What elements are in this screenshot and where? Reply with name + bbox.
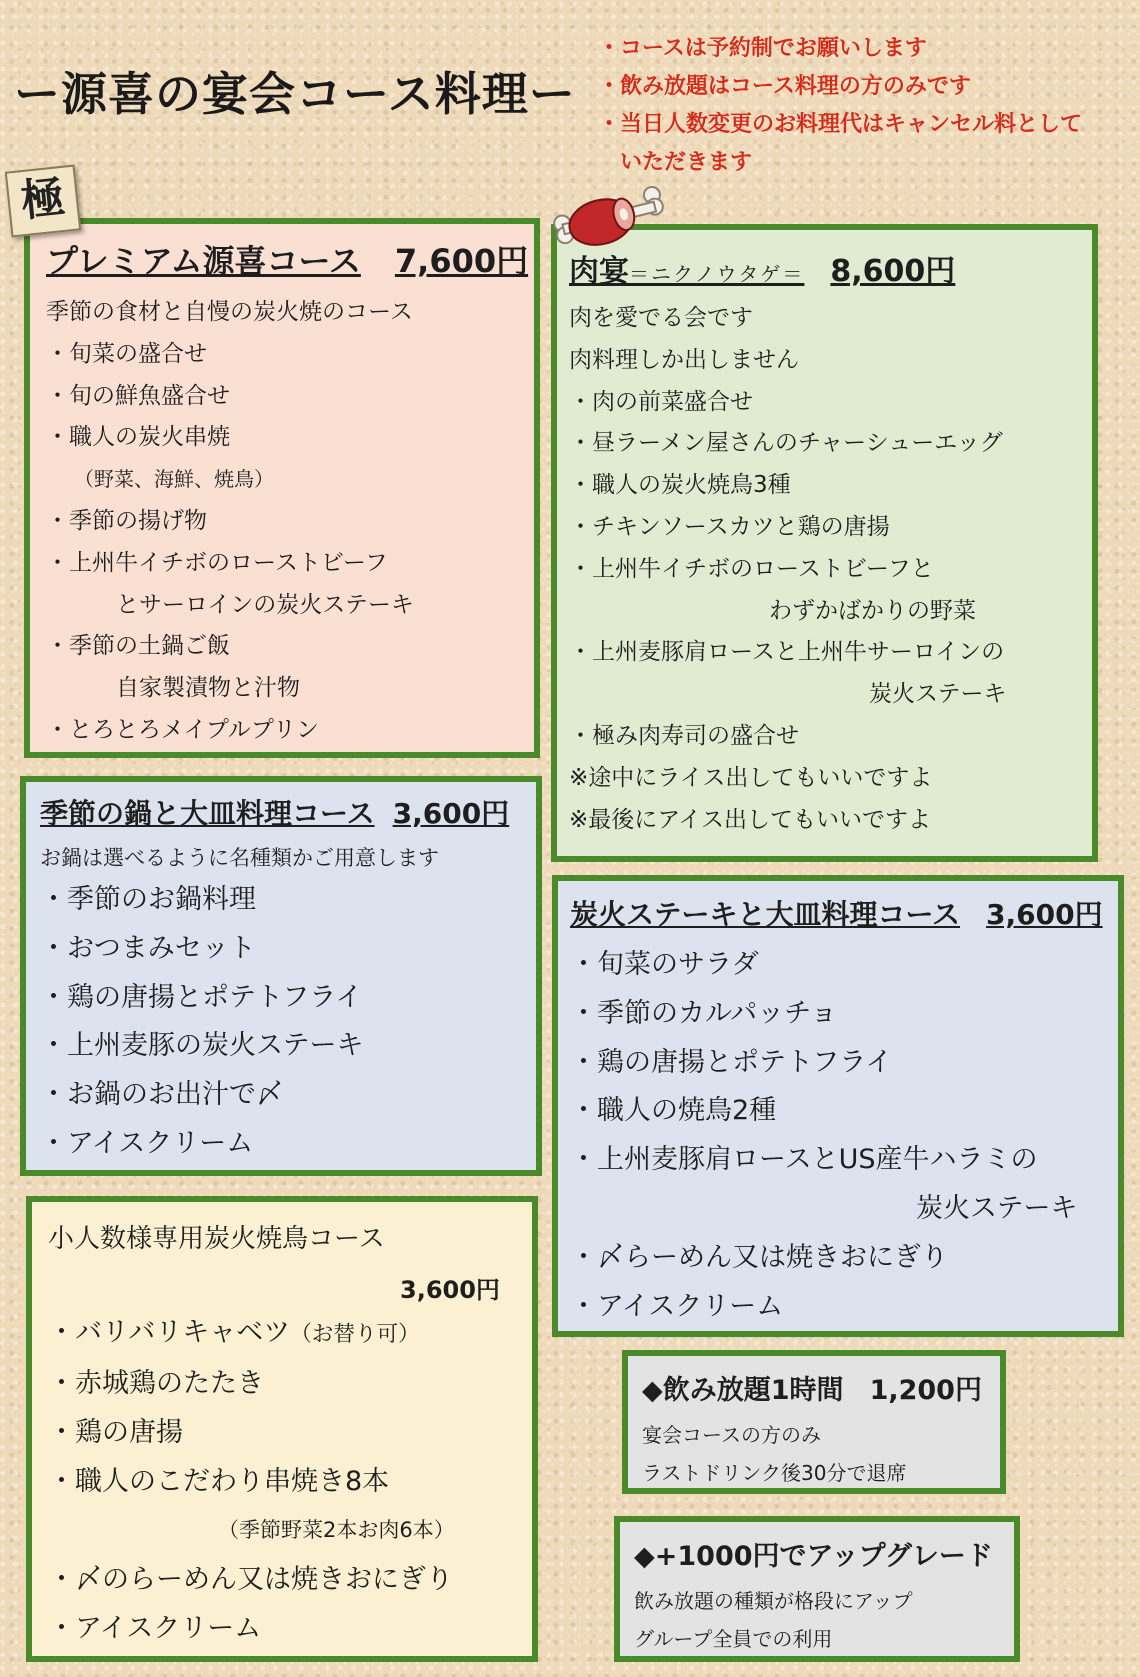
nabe-course-card [20,776,542,1176]
list-item: ・アイスクリーム [48,1613,262,1644]
upgrade-line: 飲み放題の種類が格段にアップ [634,1589,913,1613]
list-item: ・上州麦豚肩ロースと上州牛サーロインの [569,639,1005,666]
upgrade-name: ◆+1000円でアップグレード [634,1541,993,1572]
list-item-note: ※途中にライス出してもいいですよ [569,764,933,791]
nabe-course-price: 3,600円 [392,797,510,830]
list-item: ・季節の土鍋ご飯 [46,633,230,660]
steak-course-card [552,875,1124,1337]
note-line: ・コースは予約制でお願いします [598,36,927,61]
list-item-note: （お替り可） [290,1322,420,1347]
list-item: ・職人の焼鳥2種 [570,1095,777,1127]
list-item-note: ※最後にアイス出してもいいですよ [569,806,931,833]
list-item-continued: 炭火ステーキ [916,1192,1078,1224]
list-item: ・旬菜の盛合せ [46,340,207,367]
list-item: ・アイスクリーム [40,1127,254,1159]
niku-course-description: 肉料理しか出しません [569,346,799,373]
niku-course-card [551,224,1098,862]
meat-on-bone-icon [550,186,668,248]
list-item: ・昼ラーメン屋さんのチャーシューエッグ [569,430,1003,457]
drinks-header [642,1368,982,1407]
all-you-can-drink-card [622,1350,1006,1494]
page-title: ー源喜の宴会コース料理ー [14,67,576,121]
reservation-notes [598,30,1082,182]
niku-course-items [569,298,1007,841]
list-item-continued: わずかばかりの野菜 [769,597,976,624]
list-item: ・赤城鶏のたたき [48,1368,264,1399]
premium-course-card [24,218,540,758]
steak-course-price: 3,600円 [986,898,1103,931]
premium-course-description: 季節の食材と自慢の炭火焼のコース [46,299,413,325]
list-item: ・アイスクリーム [570,1290,784,1322]
list-item: ・極み肉寿司の盛合せ [569,722,799,749]
list-item-continued: 炭火ステーキ [869,681,1007,708]
list-item: ・上州麦豚肩ロースとUS産牛ハラミの [570,1144,1038,1176]
small-group-course-price: 3,600円 [400,1276,500,1304]
niku-course-name: 肉宴 [569,254,629,289]
list-item: ・とろとろメイプルプリン [46,716,320,743]
note-line: ・飲み放題はコース料理の方のみです [598,74,971,99]
note-line: ・当日人数変更のお料理代はキャンセル料として [598,112,1083,137]
upgrade-card [614,1516,1020,1662]
nabe-course-description: お鍋は選べるように名種類かご用意します [40,846,439,870]
list-item: ・鶏の唐揚とポテトフライ [40,981,363,1013]
drinks-name: ◆飲み放題1時間 [642,1375,844,1406]
list-item: ・お鍋のお出汁で〆 [40,1079,283,1111]
list-item: ・職人のこだわり串焼き8本 [48,1466,390,1497]
list-item-note: （野菜、海鮮、焼鳥） [74,467,274,492]
niku-course-description: 肉を愛でる会です [569,305,753,331]
drinks-description [642,1416,906,1492]
list-item-continued: とサーロインの炭火ステーキ [116,591,414,618]
list-item: ・鶏の唐揚とポテトフライ [570,1046,893,1078]
drinks-line: ラストドリンク後30分で退席 [642,1461,907,1485]
niku-course-price: 8,600円 [830,254,956,289]
upgrade-line: グループ全員での利用 [634,1627,833,1651]
list-item: ・肉の前菜盛合せ [569,388,753,415]
list-item: ・旬菜のサラダ [570,949,759,980]
list-item: ・上州麦豚の炭火ステーキ [40,1030,364,1062]
list-item: ・季節のお鍋料理 [40,884,256,915]
niku-course-header [569,246,955,290]
premium-course-header [46,236,528,282]
small-group-course-name: 小人数様専用炭火焼鳥コース [48,1224,385,1254]
list-item: ・旬の鮮魚盛合せ [46,382,230,409]
steak-course-name: 炭火ステーキと大皿料理コース [570,898,961,931]
list-item [48,1308,455,1359]
nabe-course-header [40,792,509,832]
list-item: ・職人の炭火焼鳥3種 [569,472,791,499]
list-item: ・季節のカルパッチョ [570,997,838,1029]
steak-course-header [570,893,1103,933]
list-item: ・鶏の唐揚 [48,1417,183,1448]
niku-course-reading: ＝ニクノウタゲ＝ [629,262,805,286]
steak-course-items [570,941,1077,1331]
drinks-price: 1,200円 [869,1375,982,1406]
nabe-course-name: 季節の鍋と大皿料理コース [40,797,375,830]
list-item: ・上州牛イチボのローストビーフと [569,555,934,582]
premium-course-name: プレミアム源喜コース [46,242,361,280]
list-item-label: ・バリバリキャベツ [48,1317,291,1348]
nabe-course-items [40,876,363,1169]
list-item: ・季節の揚げ物 [46,507,207,534]
list-item: ・チキンソースカツと鶏の唐揚 [569,513,890,540]
list-item: ・上州牛イチボのローストビーフ [46,549,388,576]
list-item: ・職人の炭火串焼 [46,424,230,451]
kiwami-badge: 極 [5,165,82,238]
list-item: ・〆のらーめん又は焼きおにぎり [48,1564,453,1595]
small-group-course-items [48,1308,455,1653]
premium-course-price: 7,600円 [394,242,529,280]
note-line: いただきます [620,150,753,175]
list-item-note: （季節野菜2本お肉6本） [218,1518,455,1542]
list-item: ・〆らーめん又は焼きおにぎり [570,1241,948,1273]
list-item-continued: 自家製漬物と汁物 [116,675,300,702]
drinks-line: 宴会コースの方のみ [642,1423,821,1447]
premium-course-items [46,292,414,752]
upgrade-description [634,1582,913,1658]
list-item: ・おつまみセット [40,932,256,964]
small-group-course-card [26,1196,538,1662]
